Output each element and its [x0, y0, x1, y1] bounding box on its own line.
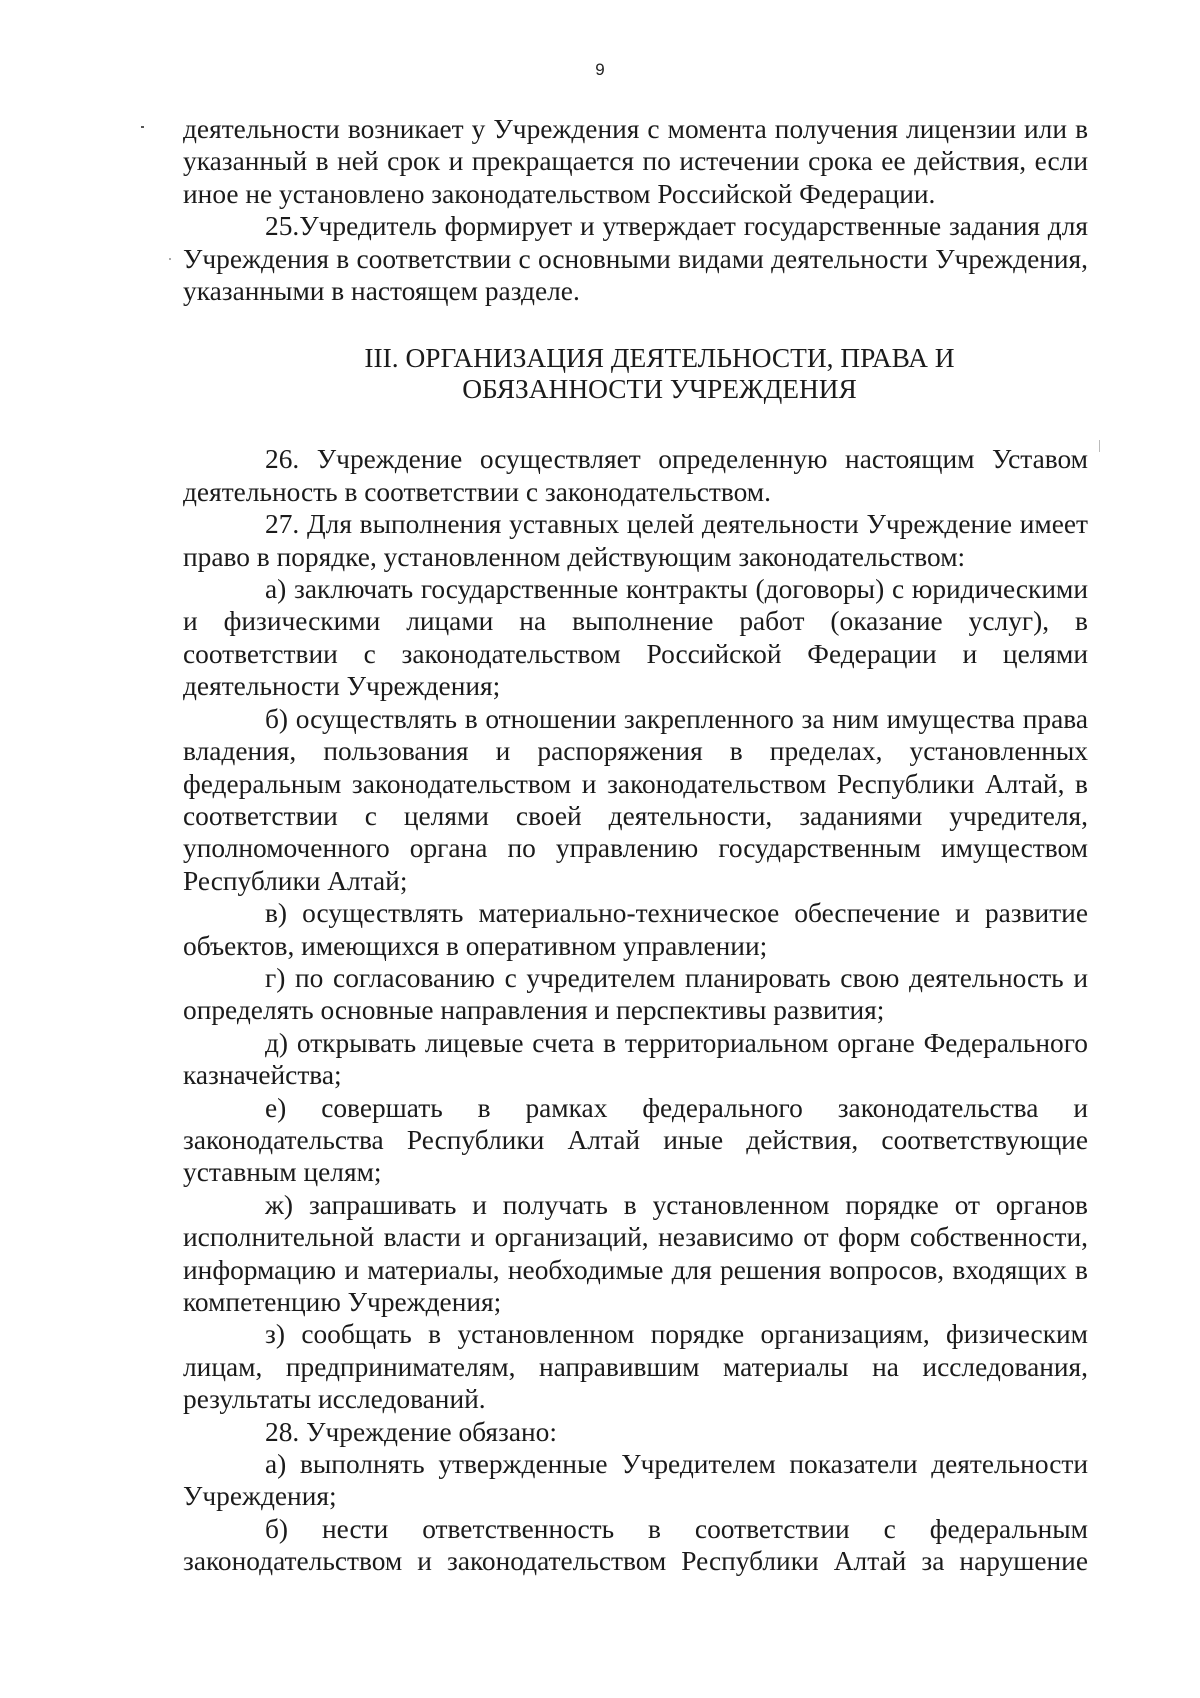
document-body: [183, 113, 1088, 1578]
scan-speck: [141, 126, 144, 128]
clause-27-item-a: а) заключать государственные контракты (договоры) с юридическими и физическими лицами на выполнение работ (оказание услуг), в соответствии с законодательством Российской Федерации и целями деятельности Учреждения;: [183, 574, 1088, 702]
clause-27-item-z: з) сообщать в установленном порядке организациям, физическим лицам, предпринимателям, направившим материалы на исследования, результаты исследований.: [183, 1319, 1088, 1415]
clause-27-intro: 27. Для выполнения уставных целей деятельности Учреждение имеет право в порядке, установленном действующим законодательством:: [183, 509, 1088, 572]
clause-27-item-zh: ж) запрашивать и получать в установленном порядке от органов исполнительной власти и организаций, независимо от форм собственности, информацию и материалы, необходимые для решения вопросов, входящих в компетенцию Учреждения;: [183, 1189, 1088, 1317]
section-heading-line-1: III. ОРГАНИЗАЦИЯ ДЕЯТЕЛЬНОСТИ, ПРАВА И: [364, 343, 955, 374]
clause-27-item-g: г) по согласованию с учредителем планировать свою деятельность и определять основные направления и перспективы развития;: [183, 962, 1088, 1026]
clause-28-item-a: а) выполнять утвержденные Учредителем показатели деятельности Учреждения;: [183, 1449, 1088, 1512]
paragraph-continuation: деятельности возникает у Учреждения с момента получения лицензии или в указанный в ней срок и прекращается по истечении срока ее действия, если иное не установлено законодательством Российской Федерации.: [183, 114, 1088, 209]
clause-27-item-b: б) осуществлять в отношении закрепленного за ним имущества права владения, пользования и распоряжения в пределах, установленных федеральным законодательством и законодательством Республики Алтай, в соответствии с целями своей деятельности, заданиями учредителя, уполномоченного органа по управлению государственным имуществом Республики Алтай;: [183, 703, 1088, 896]
section-heading-line-2: ОБЯЗАННОСТИ УЧРЕЖДЕНИЯ: [462, 374, 857, 405]
scan-speck: [169, 258, 171, 260]
clause-27-item-d: д) открывать лицевые счета в территориальном органе Федерального казначейства;: [183, 1027, 1088, 1091]
page-number: 9: [595, 60, 605, 79]
clause-28-intro: 28. Учреждение обязано:: [265, 1416, 557, 1447]
clause-26: 26. Учреждение осуществляет определенную настоящим Уставом деятельность в соответствии с законодательством.: [183, 444, 1088, 507]
clause-27-item-v: в) осуществлять материально-техническое обеспечение и развитие объектов, имеющихся в оперативном управлении;: [183, 898, 1088, 961]
section-heading: [183, 343, 1088, 405]
clause-25: 25.Учредитель формирует и утверждает государственные задания для Учреждения в соответствии с основными видами деятельности Учреждения, указанными в настоящем разделе.: [183, 211, 1088, 307]
scan-speck: [1099, 440, 1100, 452]
clause-28-item-b: б) нести ответственность в соответствии с федеральным законодательством и законодательством Республики Алтай за нарушение: [183, 1513, 1088, 1577]
clause-27-item-e: е) совершать в рамках федерального законодательства и законодательства Республики Алтай иные действия, соответствующие уставным целям;: [183, 1092, 1088, 1188]
